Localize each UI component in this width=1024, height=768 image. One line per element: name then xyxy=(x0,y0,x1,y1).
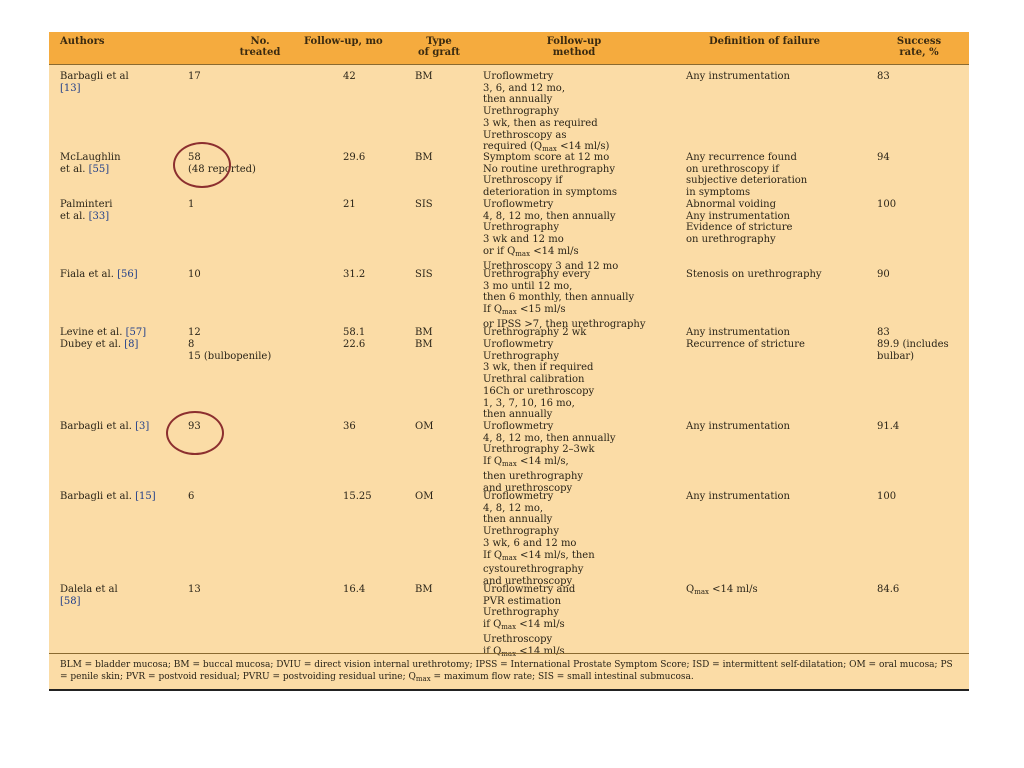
method-line: Urethrography xyxy=(483,106,560,118)
author-cell xyxy=(60,327,146,339)
header-type-graft: Type of graft xyxy=(417,36,461,58)
graft-type: OM xyxy=(415,491,434,502)
reference-link[interactable]: [56] xyxy=(117,269,138,280)
method-line: 4, 8, 12 mo, xyxy=(483,502,544,514)
method-line: Uroflowmetry xyxy=(483,71,554,82)
method-line: If $Q_{max} <14$ ml/s, then xyxy=(483,549,595,562)
method-line: Uroflowmetry xyxy=(483,421,554,432)
failure-definition: Any recurrence found on urethroscopy if subjective deterioration in symptoms xyxy=(686,152,808,199)
method-line: If $Q_{max} <14$ ml/s, xyxy=(483,456,569,469)
reference-link[interactable]: [13] xyxy=(60,82,81,94)
success-rate: 83 xyxy=(877,71,890,82)
author-name: McLaughlin et al. xyxy=(60,152,121,175)
method-line: 3 wk, 6 and 12 mo xyxy=(483,537,577,549)
method-line: then annually xyxy=(483,514,553,526)
follow-up-method xyxy=(483,421,616,494)
author-cell xyxy=(60,421,149,433)
treated-count: 58 (48 reported) xyxy=(188,152,256,175)
method-line: if $Q_{max} <14$ ml/s xyxy=(483,645,565,658)
success-rate: 89.9 (includes bulbar) xyxy=(877,339,949,362)
method-line: 3 wk, then as required xyxy=(483,117,598,129)
method-line: Urethrography xyxy=(483,526,560,538)
graft-type: BM xyxy=(415,152,433,163)
method-line: Urethral calibration xyxy=(483,374,585,386)
success-rate: 100 xyxy=(877,491,897,502)
method-line: Urethroscopy as xyxy=(483,129,567,141)
author-cell xyxy=(60,584,118,607)
table-footnote: BLM = bladder mucosa; BM = buccal mucosa; DVIU = direct vision internal urethrotomy; IPSS = International Prostate Symptom Score; ISD = intermittent self-dilatation; OM = oral mucosa; PS = penile skin; PVR = postvoid residual; PVRU = postvoiding residual urine; $Q_{max}$ = maximum flow rate; SIS = small intestinal submucosa. xyxy=(49,653,969,689)
method-line: or IPSS >7, then urethrography xyxy=(483,318,646,330)
method-line: PVR estimation xyxy=(483,595,562,607)
method-line: 3 wk and 12 mo xyxy=(483,234,564,246)
success-rate: 91.4 xyxy=(877,421,900,432)
graft-type: BM xyxy=(415,339,433,350)
follow-up-method xyxy=(483,152,617,199)
method-line: 1, 3, 7, 10, 16 mo, xyxy=(483,397,575,409)
method-line: Uroflowmetry and xyxy=(483,584,576,595)
graft-type: BM xyxy=(415,327,433,338)
failure-definition: Abnormal voiding Any instrumentation Evidence of stricture on urethrography xyxy=(686,199,793,246)
author-cell xyxy=(60,71,129,94)
method-line: Uroflowmetry xyxy=(483,491,554,502)
method-line: Urethrography every xyxy=(483,269,591,280)
author-name: Barbagli et al xyxy=(60,71,129,82)
highlight-circle-mclaughlin xyxy=(173,142,231,188)
header-follow-up: Follow-up, mo xyxy=(304,36,383,47)
header-authors: Authors xyxy=(60,36,105,47)
author-cell xyxy=(60,152,121,175)
method-line: Urethrography xyxy=(483,607,560,619)
graft-type: BM xyxy=(415,584,433,595)
author-cell xyxy=(60,491,156,503)
follow-up-months: 31.2 xyxy=(343,269,366,280)
method-line: 3 wk, then if required xyxy=(483,362,594,374)
header-follow-method: Follow-up method xyxy=(546,36,602,58)
reference-link[interactable]: [55] xyxy=(88,163,110,175)
treated-count: 93 xyxy=(188,421,201,432)
follow-up-method xyxy=(483,339,594,421)
follow-up-months: 22.6 xyxy=(343,339,366,350)
method-line: and urethroscopy xyxy=(483,575,573,587)
method-line: then urethrography xyxy=(483,470,584,482)
method-line: 4, 8, 12 mo, then annually xyxy=(483,432,616,444)
follow-up-months: 36 xyxy=(343,421,356,432)
success-rate: 90 xyxy=(877,269,890,280)
author-cell xyxy=(60,339,138,351)
graft-type: OM xyxy=(415,421,434,432)
failure-definition: Any instrumentation xyxy=(686,421,790,432)
reference-link[interactable]: [15] xyxy=(135,491,156,502)
reference-link[interactable]: [8] xyxy=(124,339,139,350)
treated-count: 10 xyxy=(188,269,201,280)
follow-up-method xyxy=(483,269,646,331)
method-line: Urethrography xyxy=(483,222,560,234)
author-name: Barbagli et al. xyxy=(60,491,132,502)
reference-link[interactable]: [58] xyxy=(60,595,81,607)
method-line: Urethrography 2–3wk xyxy=(483,444,595,456)
follow-up-months: 42 xyxy=(343,71,356,82)
method-line: Uroflowmetry xyxy=(483,339,554,350)
method-line: 3 mo until 12 mo, xyxy=(483,280,573,292)
highlight-circle-barbagli xyxy=(166,411,224,455)
method-line: Uroflowmetry xyxy=(483,199,554,210)
method-line: then annually xyxy=(483,94,553,106)
method-line: deterioration in symptoms xyxy=(483,187,617,199)
success-rate: 100 xyxy=(877,199,897,210)
author-cell xyxy=(60,269,138,281)
method-line: then annually xyxy=(483,409,553,421)
graft-type: BM xyxy=(415,71,433,82)
method-line: Urethroscopy if xyxy=(483,175,563,187)
reference-link[interactable]: [33] xyxy=(88,210,110,222)
reference-link[interactable]: [57] xyxy=(125,327,147,338)
reference-link[interactable]: [3] xyxy=(135,421,150,432)
failure-definition: Any instrumentation xyxy=(686,327,790,338)
treated-count: 6 xyxy=(188,491,195,502)
header-success: Success rate, % xyxy=(896,36,942,58)
table-header xyxy=(49,32,969,65)
treated-count: 1 xyxy=(188,199,195,210)
treated-count: 12 xyxy=(188,327,201,338)
treated-count: 13 xyxy=(188,584,201,595)
method-line: then 6 monthly, then annually xyxy=(483,292,635,304)
author-name: Barbagli et al. xyxy=(60,421,132,432)
method-line: 4, 8, 12 mo, then annually xyxy=(483,210,616,222)
method-line: Urethroscopy 3 and 12 mo xyxy=(483,260,619,272)
author-name: Levine et al. xyxy=(60,327,123,338)
method-line: and urethroscopy xyxy=(483,482,573,494)
header-no-treated: No. treated xyxy=(239,36,281,58)
success-rate: 83 xyxy=(877,327,890,338)
table-body xyxy=(49,65,969,658)
method-line: Urethrography xyxy=(483,350,560,362)
author-name: Dalela et al xyxy=(60,584,118,595)
author-cell xyxy=(60,199,112,222)
graft-type: SIS xyxy=(415,199,433,210)
method-line: 16Ch or urethroscopy xyxy=(483,385,595,397)
failure-definition: Recurrence of stricture xyxy=(686,339,805,350)
follow-up-method xyxy=(483,327,586,339)
author-name: Dubey et al. xyxy=(60,339,122,350)
graft-type: SIS xyxy=(415,269,433,280)
data-table xyxy=(49,32,969,691)
follow-up-method xyxy=(483,199,618,272)
method-line: No routine urethrography xyxy=(483,163,615,175)
follow-up-months: 16.4 xyxy=(343,584,366,595)
follow-up-method xyxy=(483,71,609,156)
method-line: if $Q_{max} <14$ ml/s xyxy=(483,619,565,632)
success-rate: 94 xyxy=(877,152,890,163)
treated-count: 8 15 (bulbopenile) xyxy=(188,339,272,362)
failure-definition: Any instrumentation xyxy=(686,71,790,82)
follow-up-months: 21 xyxy=(343,199,356,210)
author-name: Palminteri et al. xyxy=(60,199,113,222)
method-line: If $Q_{max} <15$ ml/s xyxy=(483,304,566,317)
method-line: Symptom score at 12 mo xyxy=(483,152,610,163)
follow-up-months: 29.6 xyxy=(343,152,366,163)
failure-definition: $Q_{max} <14$ ml/s xyxy=(686,584,758,596)
header-failure: Definition of failure xyxy=(709,36,820,47)
method-line: 3, 6, and 12 mo, xyxy=(483,82,566,94)
success-rate: 84.6 xyxy=(877,584,900,595)
method-line: Urethroscopy xyxy=(483,633,553,645)
author-name: Fiala et al. xyxy=(60,269,114,280)
method-line: or if $Q_{max} <14$ ml/s xyxy=(483,245,579,258)
method-line: required ($Q_{max} <14$ ml/s) xyxy=(483,141,610,154)
follow-up-method xyxy=(483,584,575,660)
follow-up-months: 58.1 xyxy=(343,327,366,338)
treated-count: 17 xyxy=(188,71,201,82)
follow-up-method xyxy=(483,491,595,588)
follow-up-months: 15.25 xyxy=(343,491,372,502)
failure-definition: Stenosis on urethrography xyxy=(686,269,822,280)
method-line: Urethrography 2 wk xyxy=(483,327,587,338)
method-line: cystourethrography xyxy=(483,564,584,576)
failure-definition: Any instrumentation xyxy=(686,491,790,502)
